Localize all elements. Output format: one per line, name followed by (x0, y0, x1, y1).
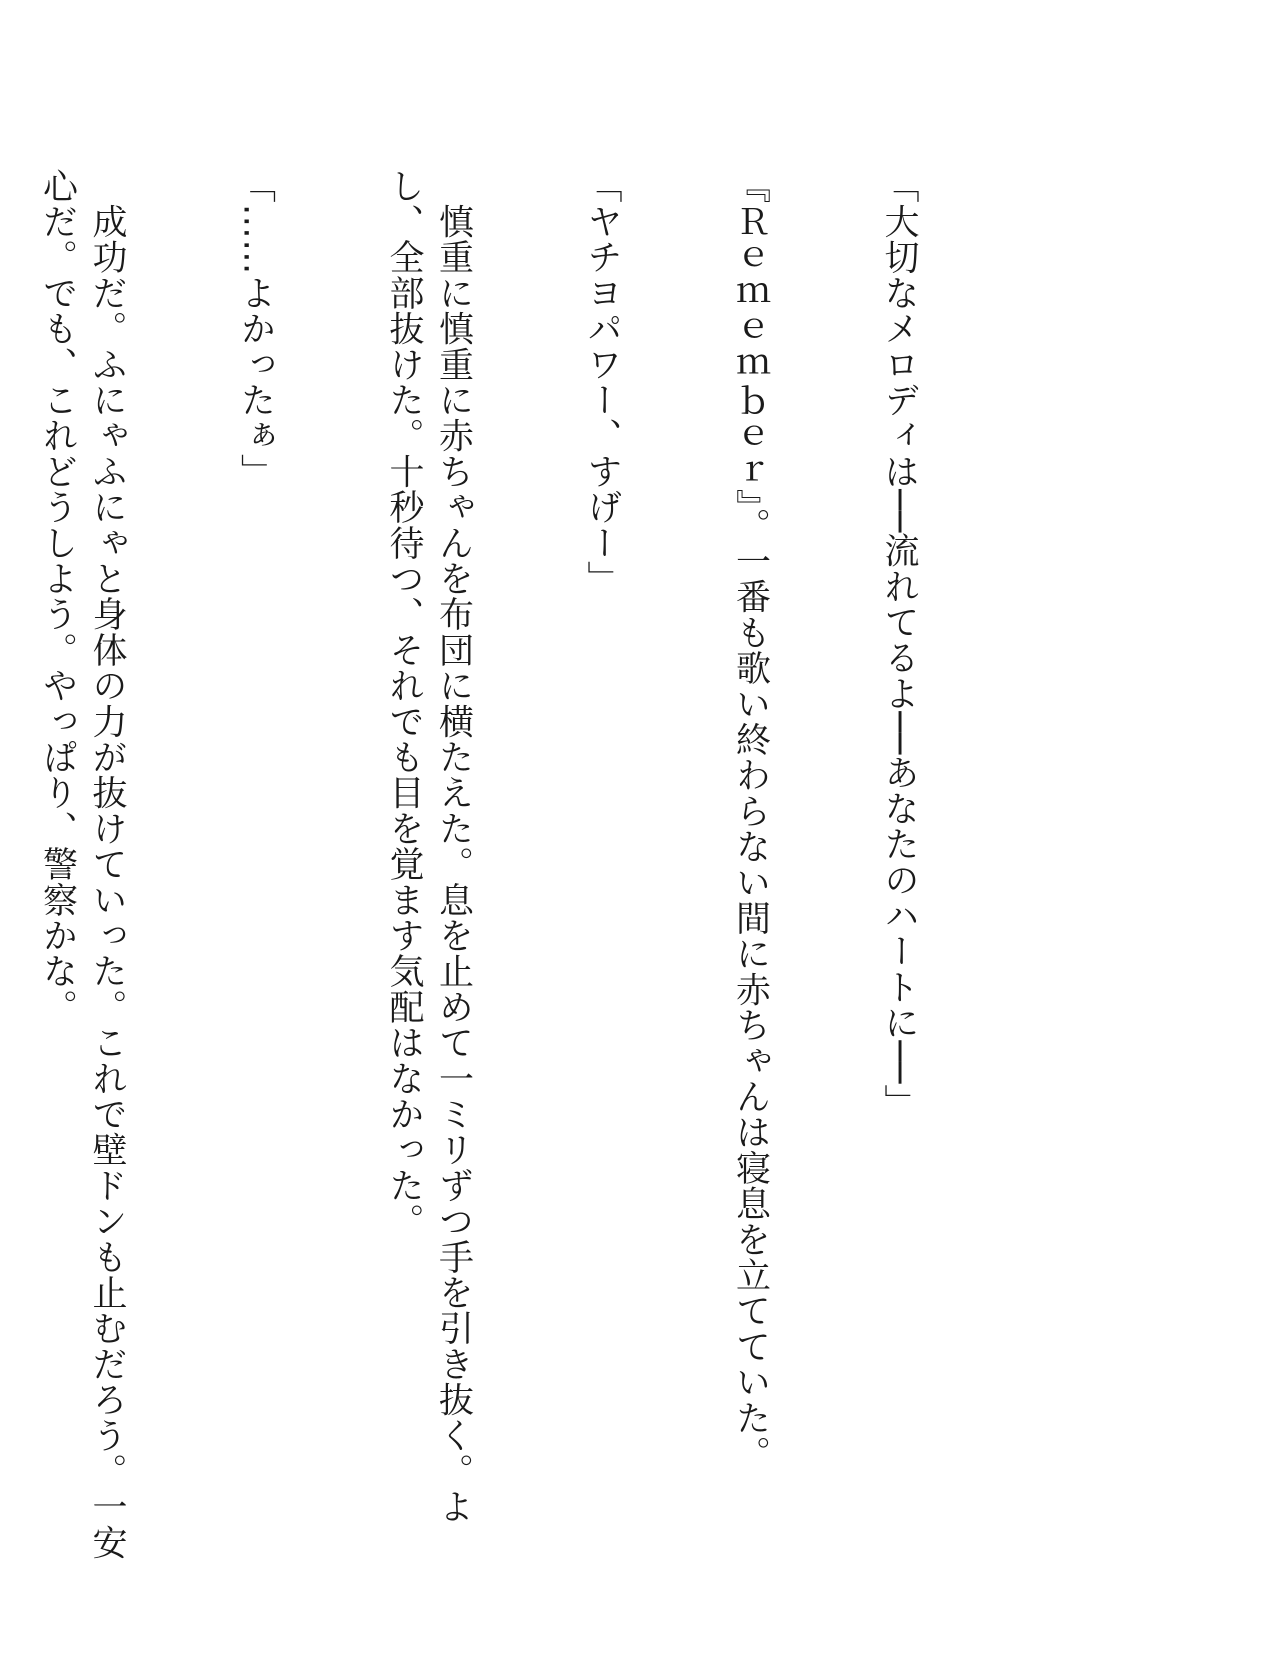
text-line-remember: 『Ｒｅｍｅｍｂｅｒ』。一番も歌い終わらない間に赤ちゃんは寝息を立てていた。 (730, 168, 771, 1472)
text-line-relief: 「……よかったぁ」 (235, 168, 276, 490)
text-line-success: 成功だ。ふにゃふにゃと身体の力が抜けていった。これで壁ドンも止むだろう。一安心だ。でも、これどうしよう。やっぱり、警察かな。 (37, 168, 127, 1561)
vertical-text-body (0, 168, 1022, 1588)
text-line-yachiyo: 「ヤチヨパワー、すげー」 (582, 168, 622, 597)
text-line-melody: 「大切なメロディは──流れてるよ──あなたのハートに──」 (879, 168, 919, 1120)
text-line-careful: 慎重に慎重に赤ちゃんを布団に横たえた。息を止めて一ミリずつ手を引き抜く。よし、全部抜けた。十秒待つ、それでも目を覚ます気配はなかった。 (384, 168, 474, 1525)
